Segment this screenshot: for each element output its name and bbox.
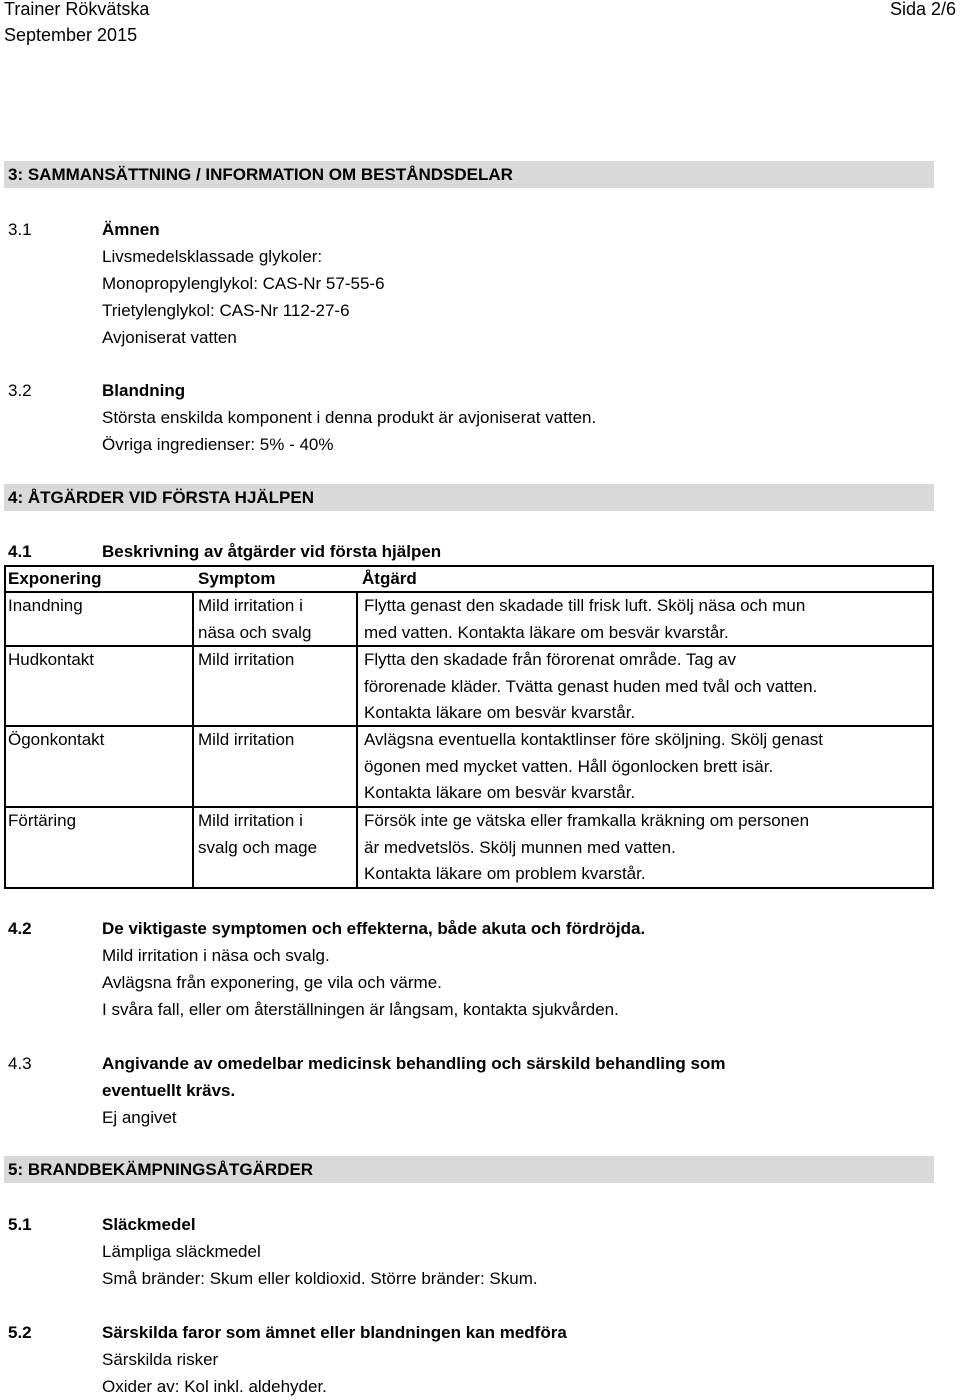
subsection-4-2-heading: De viktigaste symptomen och effekterna, både akuta och fördröjda. <box>102 919 646 938</box>
table-cell-symptom: Mild irritation i <box>198 596 303 615</box>
text-line: Livsmedelsklassade glykoler: <box>102 247 323 266</box>
document-name: Trainer Rökvätska <box>4 0 150 19</box>
table-cell-action: Avlägsna eventuella kontaktlinser före sköljning. Skölj genast <box>364 730 823 749</box>
table-cell-action: Kontakta läkare om besvär kvarstår. <box>364 783 636 802</box>
table-cell-symptom: Mild irritation <box>198 730 295 749</box>
document-date: September 2015 <box>4 25 138 45</box>
table-cell-action: förorenade kläder. Tvätta genast huden med tvål och vatten. <box>364 677 818 696</box>
subsection-4-2-number: 4.2 <box>8 919 32 938</box>
table-divider <box>356 591 358 888</box>
table-header-symptom: Symptom <box>198 569 276 588</box>
table-cell-exposure: Hudkontakt <box>8 650 94 669</box>
subsection-4-3-heading: eventuellt krävs. <box>102 1081 236 1100</box>
subsection-4-1-heading: Beskrivning av åtgärder vid första hjälpen <box>102 542 442 561</box>
text-line: Mild irritation i näsa och svalg. <box>102 946 330 965</box>
table-header-exposure: Exponering <box>8 569 102 588</box>
subsection-3-2-heading: Blandning <box>102 381 186 400</box>
subsection-4-3-number: 4.3 <box>8 1054 32 1073</box>
text-line: Ej angivet <box>102 1108 177 1127</box>
section-5-title: 5: BRANDBEKÄMPNINGSÅTGÄRDER <box>4 1156 934 1183</box>
table-cell-exposure: Ögonkontakt <box>8 730 105 749</box>
table-cell-action: Försök inte ge vätska eller framkalla kräkning om personen <box>364 811 810 830</box>
table-cell-symptom: svalg och mage <box>198 838 318 857</box>
text-line: Monopropylenglykol: CAS-Nr 57-55-6 <box>102 274 385 293</box>
subsection-4-1-number: 4.1 <box>8 542 32 561</box>
table-cell-action: Flytta genast den skadade till frisk luft. Skölj näsa och mun <box>364 596 806 615</box>
subsection-5-2-heading: Särskilda faror som ämnet eller blandningen kan medföra <box>102 1323 567 1342</box>
section-3-title: 3: SAMMANSÄTTNING / INFORMATION OM BESTÅNDSDELAR <box>4 161 934 188</box>
subsection-5-1-heading: Släckmedel <box>102 1215 196 1234</box>
table-cell-exposure: Förtäring <box>8 811 77 830</box>
table-cell-symptom: Mild irritation <box>198 650 295 669</box>
text-line: Särskilda risker <box>102 1350 219 1369</box>
text-line: Avjoniserat vatten <box>102 328 237 347</box>
section-4-title: 4: ÅTGÄRDER VID FÖRSTA HJÄLPEN <box>4 484 934 511</box>
table-cell-symptom: Mild irritation i <box>198 811 303 830</box>
table-cell-exposure: Inandning <box>8 596 83 615</box>
table-cell-symptom: näsa och svalg <box>198 623 312 642</box>
subsection-3-1-number: 3.1 <box>8 220 32 239</box>
subsection-3-1-heading: Ämnen <box>102 220 160 239</box>
table-cell-action: är medvetslös. Skölj munnen med vatten. <box>364 838 676 857</box>
table-cell-action: med vatten. Kontakta läkare om besvär kvarstår. <box>364 623 729 642</box>
subsection-3-2-number: 3.2 <box>8 381 32 400</box>
table-divider <box>192 591 194 888</box>
page-number: Sida 2/6 <box>889 0 956 19</box>
text-line: Största enskilda komponent i denna produkt är avjoniserat vatten. <box>102 408 597 427</box>
subsection-5-1-number: 5.1 <box>8 1215 32 1234</box>
table-cell-action: ögonen med mycket vatten. Håll ögonlocken brett isär. <box>364 757 774 776</box>
text-line: I svåra fall, eller om återställningen är långsam, kontakta sjukvården. <box>102 1000 619 1019</box>
text-line: Lämpliga släckmedel <box>102 1242 261 1261</box>
text-line: Trietylenglykol: CAS-Nr 112-27-6 <box>102 301 350 320</box>
subsection-4-3-heading: Angivande av omedelbar medicinsk behandling och särskild behandling som <box>102 1054 726 1073</box>
table-header-action: Åtgärd <box>362 569 417 588</box>
table-cell-action: Flytta den skadade från förorenat område. Tag av <box>364 650 737 669</box>
text-line: Övriga ingredienser: 5% - 40% <box>102 435 334 454</box>
text-line: Oxider av: Kol inkl. aldehyder. <box>102 1377 327 1396</box>
text-line: Avlägsna från exponering, ge vila och värme. <box>102 973 442 992</box>
table-cell-action: Kontakta läkare om besvär kvarstår. <box>364 703 636 722</box>
text-line: Små bränder: Skum eller koldioxid. Större bränder: Skum. <box>102 1269 538 1288</box>
table-cell-action: Kontakta läkare om problem kvarstår. <box>364 864 646 883</box>
subsection-5-2-number: 5.2 <box>8 1323 32 1342</box>
